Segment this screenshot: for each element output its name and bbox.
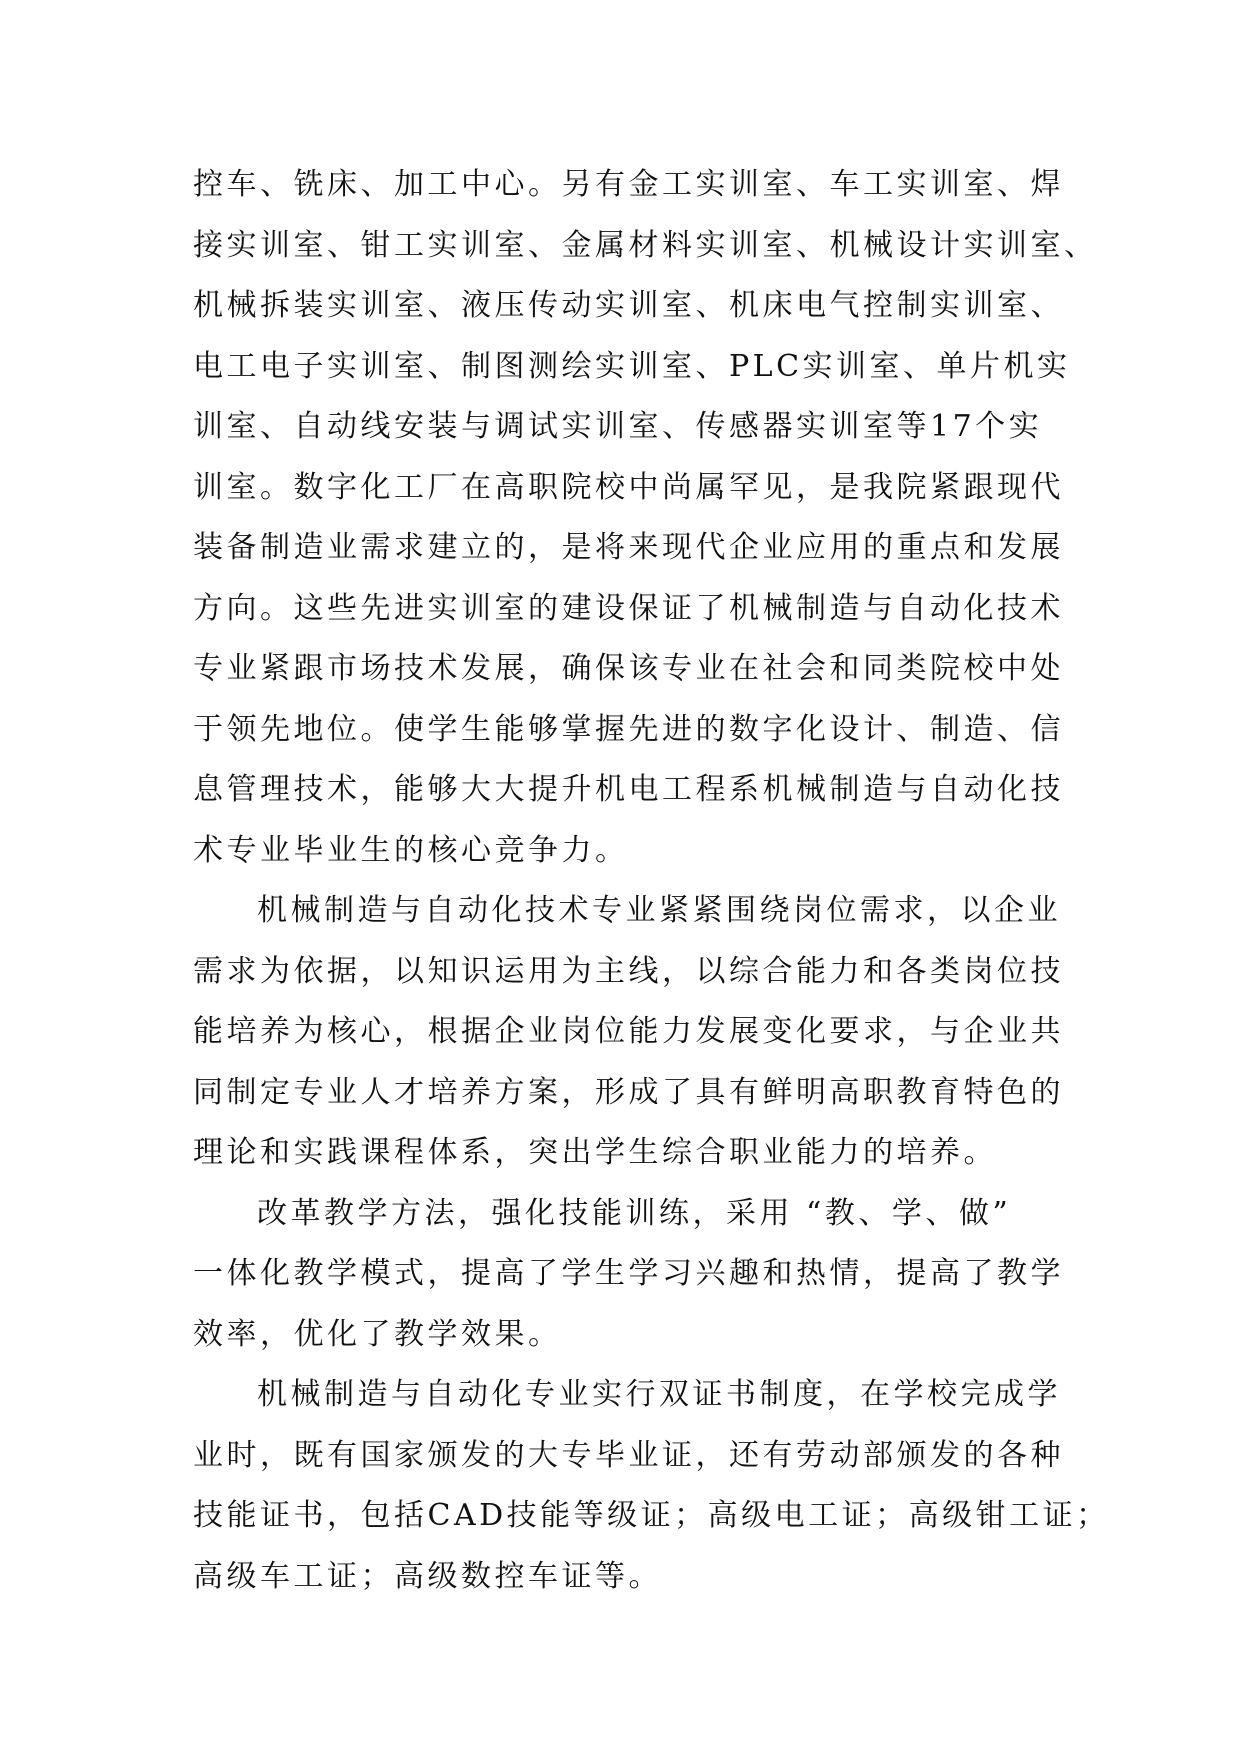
text-line: 装备制造业需求建立的，是将来现代企业应用的重点和发展 <box>193 530 1064 565</box>
text-line: 理论和实践课程体系，突出学生综合职业能力的培养。 <box>193 1135 997 1170</box>
text-line: 电工电子实训室、制图测绘实训室、PLC实训室、单片机实 <box>193 348 1071 384</box>
text-line: 能培养为核心，根据企业岗位能力发展变化要求，与企业共 <box>193 1014 1064 1049</box>
text-line: 训室。数字化工厂在高职院校中尚属罕见，是我院紧跟现代 <box>193 469 1064 505</box>
text-line: 高级车工证；高级数控车证等。 <box>193 1558 662 1594</box>
text-line: 一体化教学模式，提高了学生学习兴趣和热情，提高了教学 <box>193 1256 1064 1291</box>
text-line: 术专业毕业生的核心竞争力。 <box>193 832 629 868</box>
paragraph-first-line: 改革教学方法，强化技能训练，采用 “教、学、做” <box>257 1195 1012 1231</box>
text-line: 需求为依据，以知识运用为主线，以综合能力和各类岗位技 <box>193 953 1064 989</box>
text-line: 机械拆装实训室、液压传动实训室、机床电气控制实训室、 <box>193 288 1064 323</box>
text-line: 接实训室、钳工实训室、金属材料实训室、机械设计实训室、 <box>193 227 1098 263</box>
text-line: 训室、自动线安装与调试实训室、传感器实训室等17个实 <box>193 409 1043 444</box>
body-text <box>193 155 1110 1607</box>
text-line: 于领先地位。使学生能够掌握先进的数字化设计、制造、信 <box>193 711 1064 747</box>
paragraph-first-line: 机械制造与自动化技术专业紧紧围绕岗位需求，以企业 <box>257 893 1061 928</box>
text-line: 效率，优化了教学效果。 <box>193 1316 562 1352</box>
text-line: 控车、铣床、加工中心。另有金工实训室、车工实训室、焊 <box>193 167 1064 202</box>
text-line: 业时，既有国家颁发的大专毕业证，还有劳动部颁发的各种 <box>193 1437 1064 1473</box>
paragraph-first-line: 机械制造与自动化专业实行双证书制度，在学校完成学 <box>257 1377 1061 1412</box>
text-line: 息管理技术，能够大大提升机电工程系机械制造与自动化技 <box>193 772 1064 807</box>
text-line: 技能证书，包括CAD技能等级证；高级电工证；高级钳工证； <box>193 1498 1110 1533</box>
text-line: 专业紧跟市场技术发展，确保该专业在社会和同类院校中处 <box>193 651 1064 686</box>
text-line: 方向。这些先进实训室的建设保证了机械制造与自动化技术 <box>193 590 1064 626</box>
text-line: 同制定专业人才培养方案，形成了具有鲜明高职教育特色的 <box>193 1074 1064 1110</box>
